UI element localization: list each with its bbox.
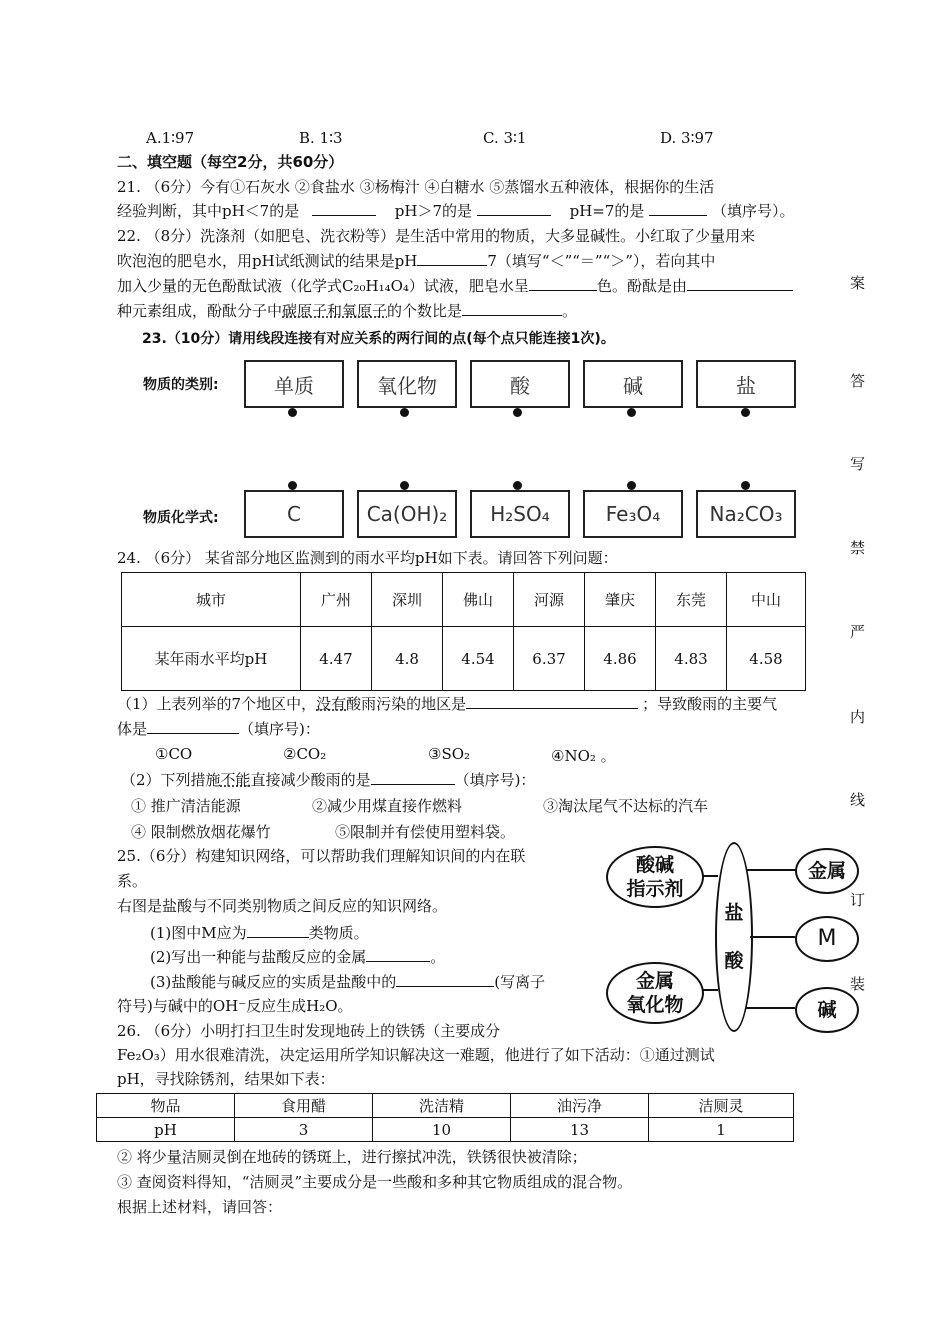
q25-blank-3[interactable]	[396, 972, 494, 987]
q25-line1: 25.（6分）构建知识网络，可以帮助我们理解知识间的内在联	[117, 847, 526, 865]
node-label: M	[817, 926, 837, 951]
q22-text-c: 加入少量的无色酚酞试液（化学式C₂₀H₁₄O₄）试液，肥皂水呈	[117, 277, 529, 295]
category-label: 盐	[736, 373, 756, 398]
q21-line1: 21. （6分）今有①石灰水 ②食盐水 ③杨梅汁 ④白糖水 ⑤蒸馏水五种液体，根据你的生活	[117, 178, 715, 196]
table-cell: 1	[649, 1118, 794, 1142]
table-row	[122, 573, 806, 627]
measure-option: ②减少用煤直接作燃料	[312, 797, 463, 815]
q26-line4: ② 将少量洁厕灵倒在地砖的锈斑上，进行擦拭冲洗，铁锈很快被清除；	[117, 1148, 587, 1166]
category-label: 单质	[274, 373, 314, 398]
node-m	[795, 916, 859, 962]
node-metal	[795, 848, 859, 894]
q24-text-f: （2）下列措施	[121, 771, 221, 789]
gas-option: ②CO₂	[283, 745, 327, 763]
q22-blank-3[interactable]	[687, 276, 793, 291]
category-box	[470, 360, 570, 408]
q21-text-b: pH＞7的是	[394, 202, 473, 220]
formula-label: Ca(OH)₂	[366, 502, 448, 526]
table-cell: 4.83	[656, 627, 727, 691]
margin-char: 禁	[850, 539, 866, 557]
q22-line4	[117, 301, 577, 321]
table-cell: 中山	[727, 573, 806, 627]
q25-line7: 符号)与碱中的OH⁻反应生成H₂O。	[117, 997, 353, 1015]
node-label: 碱	[817, 999, 837, 1021]
margin-char: 答	[850, 372, 866, 390]
node-hydrochloric-acid	[715, 842, 753, 1032]
node-indicator	[606, 846, 704, 908]
connect-dot-top[interactable]	[741, 408, 750, 417]
q25-text-b: 类物质。	[308, 924, 369, 942]
formula-box	[470, 490, 570, 538]
margin-char: 装	[850, 975, 866, 993]
q25-text-f: (写离子	[494, 973, 546, 991]
q21-blank-1[interactable]	[312, 201, 376, 216]
margin-char: 严	[850, 623, 866, 641]
connect-dot-top[interactable]	[513, 408, 522, 417]
q26-line2: Fe₂O₃）用水很难清洗，决定运用所学知识解决这一难题，他进行了如下活动：①通过测试	[117, 1046, 715, 1064]
connect-dot-top[interactable]	[288, 408, 297, 417]
q22-text-f: 的个数比是	[387, 302, 463, 320]
q24-text-c: ；导致酸雨的主要气	[642, 695, 778, 713]
q22-line3	[117, 276, 793, 296]
q22-line2	[117, 251, 715, 271]
formula-box	[696, 490, 796, 538]
category-label: 氧化物	[377, 373, 437, 398]
q21-blank-3[interactable]	[649, 201, 707, 216]
q21-text-a: 经验判断，其中pH＜7的是	[117, 202, 300, 220]
q25-line2: 系。	[117, 872, 148, 890]
q22-text-d: 色。酚酞是由	[596, 277, 687, 295]
node-label: 酸碱 指示剂	[626, 854, 684, 900]
q25-line4	[150, 922, 369, 943]
q24-emphasis-2: 不能	[220, 771, 251, 789]
q24-part1	[117, 694, 777, 714]
margin-char: 写	[850, 455, 866, 473]
margin-char: 订	[850, 891, 866, 909]
q22-text-e: 种元素组成，酚酞分子中	[117, 302, 283, 320]
table-cell: pH	[97, 1118, 235, 1142]
q24-text-g: 直接减少酸雨的是	[250, 771, 371, 789]
table-cell: 城市	[122, 573, 301, 627]
q24-text-a: （1）上表列举的7个地区中，	[117, 695, 317, 713]
q22-line1: 22. （8分）洗涤剂（如肥皂、洗衣粉等）是生活中常用的物质，大多显碱性。小红取了少量用来	[117, 227, 756, 245]
q24-text-h: （填序号)：	[454, 771, 536, 789]
q23-row1-label: 物质的类别:	[143, 377, 219, 393]
q23-title: 23.（10分）请用线段连接有对应关系的两行间的点(每个点只能连接1次)。	[142, 331, 615, 347]
q24-text-e: （填序号)：	[239, 720, 320, 738]
section-title: 二、填空题（每空2分，共60分）	[117, 153, 344, 171]
margin-char: 线	[850, 791, 866, 809]
table-row	[97, 1118, 794, 1142]
q22-blank-1[interactable]	[417, 251, 487, 266]
q25-text-d: 。	[430, 948, 446, 966]
q25-line3: 右图是盐酸与不同类别物质之间反应的知识网络。	[117, 897, 448, 915]
measure-option: ④ 限制燃放烟花爆竹	[131, 823, 271, 841]
connect-dot-bottom[interactable]	[513, 481, 522, 490]
formula-box	[583, 490, 683, 538]
gas-option: ④NO₂ 。	[551, 747, 616, 765]
q25-blank-1[interactable]	[247, 923, 309, 938]
table-cell: 13	[511, 1118, 649, 1142]
q23-row2-label: 物质化学式:	[143, 510, 219, 526]
table-cell: 食用醋	[235, 1094, 373, 1118]
q22-text-b: 7（填写“＜”“＝”“＞”），若向其中	[487, 252, 716, 270]
choice-b: B. 1∶3	[299, 129, 343, 147]
table-cell: 3	[235, 1118, 373, 1142]
category-box	[357, 360, 457, 408]
table-cell: 4.58	[727, 627, 806, 691]
gas-option: ①CO	[155, 745, 193, 763]
connect-dot-bottom[interactable]	[741, 481, 750, 490]
q25-text-a: (1)图中M应为	[150, 924, 247, 942]
table-cell: 物品	[97, 1094, 235, 1118]
q21-text-d: （填序号）。	[711, 202, 795, 220]
formula-label: Fe₃O₄	[605, 502, 661, 526]
node-label: 盐 酸	[724, 902, 744, 972]
formula-label: H₂SO₄	[490, 502, 550, 526]
node-metal-oxide	[606, 962, 704, 1024]
table-row	[122, 627, 806, 691]
table-cell: 6.37	[514, 627, 585, 691]
connect-dot-top[interactable]	[400, 408, 409, 417]
q22-blank-2[interactable]	[529, 276, 597, 291]
table-cell: 某年雨水平均pH	[122, 627, 301, 691]
q22-emphasis: 碳原子和氧原子	[282, 302, 388, 320]
table-cell: 洗洁精	[373, 1094, 511, 1118]
q24-part2	[121, 769, 535, 790]
table-row	[97, 1094, 794, 1118]
table-cell: 4.47	[301, 627, 372, 691]
gas-option: ③SO₂	[428, 745, 471, 763]
measure-option: ⑤限制并有偿使用塑料袋。	[335, 823, 516, 841]
choice-c: C. 3∶1	[483, 129, 527, 147]
q24-emphasis-1: 没有	[316, 695, 347, 713]
measure-option: ① 推广清洁能源	[131, 797, 241, 815]
q25-text-c: (2)写出一种能与盐酸反应的金属	[150, 948, 367, 966]
q24-blank-1[interactable]	[466, 694, 638, 709]
margin-char: 内	[850, 708, 866, 726]
table-cell: 4.54	[443, 627, 514, 691]
q21-line2	[117, 201, 794, 221]
q24-blank-3[interactable]	[371, 770, 455, 785]
formula-label: Na₂CO₃	[709, 502, 783, 526]
q24-title: 24. （6分） 某省部分地区监测到的雨水平均pH如下表。请回答下列问题：	[117, 549, 618, 567]
choice-a: A.1∶97	[146, 129, 195, 147]
table-cell: 佛山	[443, 573, 514, 627]
connect-dot-bottom[interactable]	[400, 481, 409, 490]
connect-dot-bottom[interactable]	[288, 481, 297, 490]
formula-box	[357, 490, 457, 538]
q25-line5	[150, 946, 445, 967]
q22-blank-4[interactable]	[462, 301, 562, 316]
q26-line5: ③ 查阅资料得知，“洁厕灵”主要成分是一些酸和多种其它物质组成的混合物。	[117, 1173, 633, 1191]
q21-text-c: pH=7的是	[569, 202, 645, 220]
margin-char: 案	[850, 274, 866, 292]
table-cell: 10	[373, 1118, 511, 1142]
q26-line6: 根据上述材料，请回答：	[117, 1198, 283, 1216]
rain-ph-table	[121, 572, 806, 691]
connect-dot-top[interactable]	[627, 408, 636, 417]
table-cell: 东莞	[656, 573, 727, 627]
table-cell: 4.86	[585, 627, 656, 691]
q21-blank-2[interactable]	[477, 201, 551, 216]
q22-text-g: 。	[562, 302, 578, 320]
q25-text-e: (3)盐酸能与碱反应的实质是盐酸中的	[150, 973, 397, 991]
node-label: 金属 氧化物	[626, 970, 684, 1016]
q25-line6	[150, 971, 545, 992]
table-cell: 油污净	[511, 1094, 649, 1118]
choice-d: D. 3∶97	[660, 129, 714, 147]
table-cell: 4.8	[372, 627, 443, 691]
q24-blank-2[interactable]	[147, 719, 239, 734]
table-cell: 深圳	[372, 573, 443, 627]
rust-remover-table	[96, 1093, 794, 1142]
category-box	[696, 360, 796, 408]
table-cell: 洁厕灵	[649, 1094, 794, 1118]
q24-part1b	[117, 719, 320, 739]
measure-option: ③淘汰尾气不达标的汽车	[543, 797, 709, 815]
formula-box	[244, 490, 344, 538]
q26-line1: 26. （6分）小明打扫卫生时发现地砖上的铁锈（主要成分	[117, 1022, 501, 1040]
q24-text-d: 体是	[117, 720, 148, 738]
table-cell: 广州	[301, 573, 372, 627]
category-label: 酸	[510, 373, 530, 398]
q22-text-a: 吹泡泡的肥皂水，用pH试纸测试的结果是pH	[117, 252, 418, 270]
q26-line3: pH，寻找除锈剂，结果如下表：	[117, 1070, 335, 1088]
connect-dot-bottom[interactable]	[627, 481, 636, 490]
formula-label: C	[287, 502, 301, 526]
category-box	[244, 360, 344, 408]
q25-blank-2[interactable]	[366, 947, 430, 962]
q24-text-b: 酸雨污染的地区是	[346, 695, 467, 713]
node-label: 金属	[807, 860, 846, 882]
table-cell: 肇庆	[585, 573, 656, 627]
category-label: 碱	[623, 373, 643, 398]
table-cell: 河源	[514, 573, 585, 627]
category-box	[583, 360, 683, 408]
